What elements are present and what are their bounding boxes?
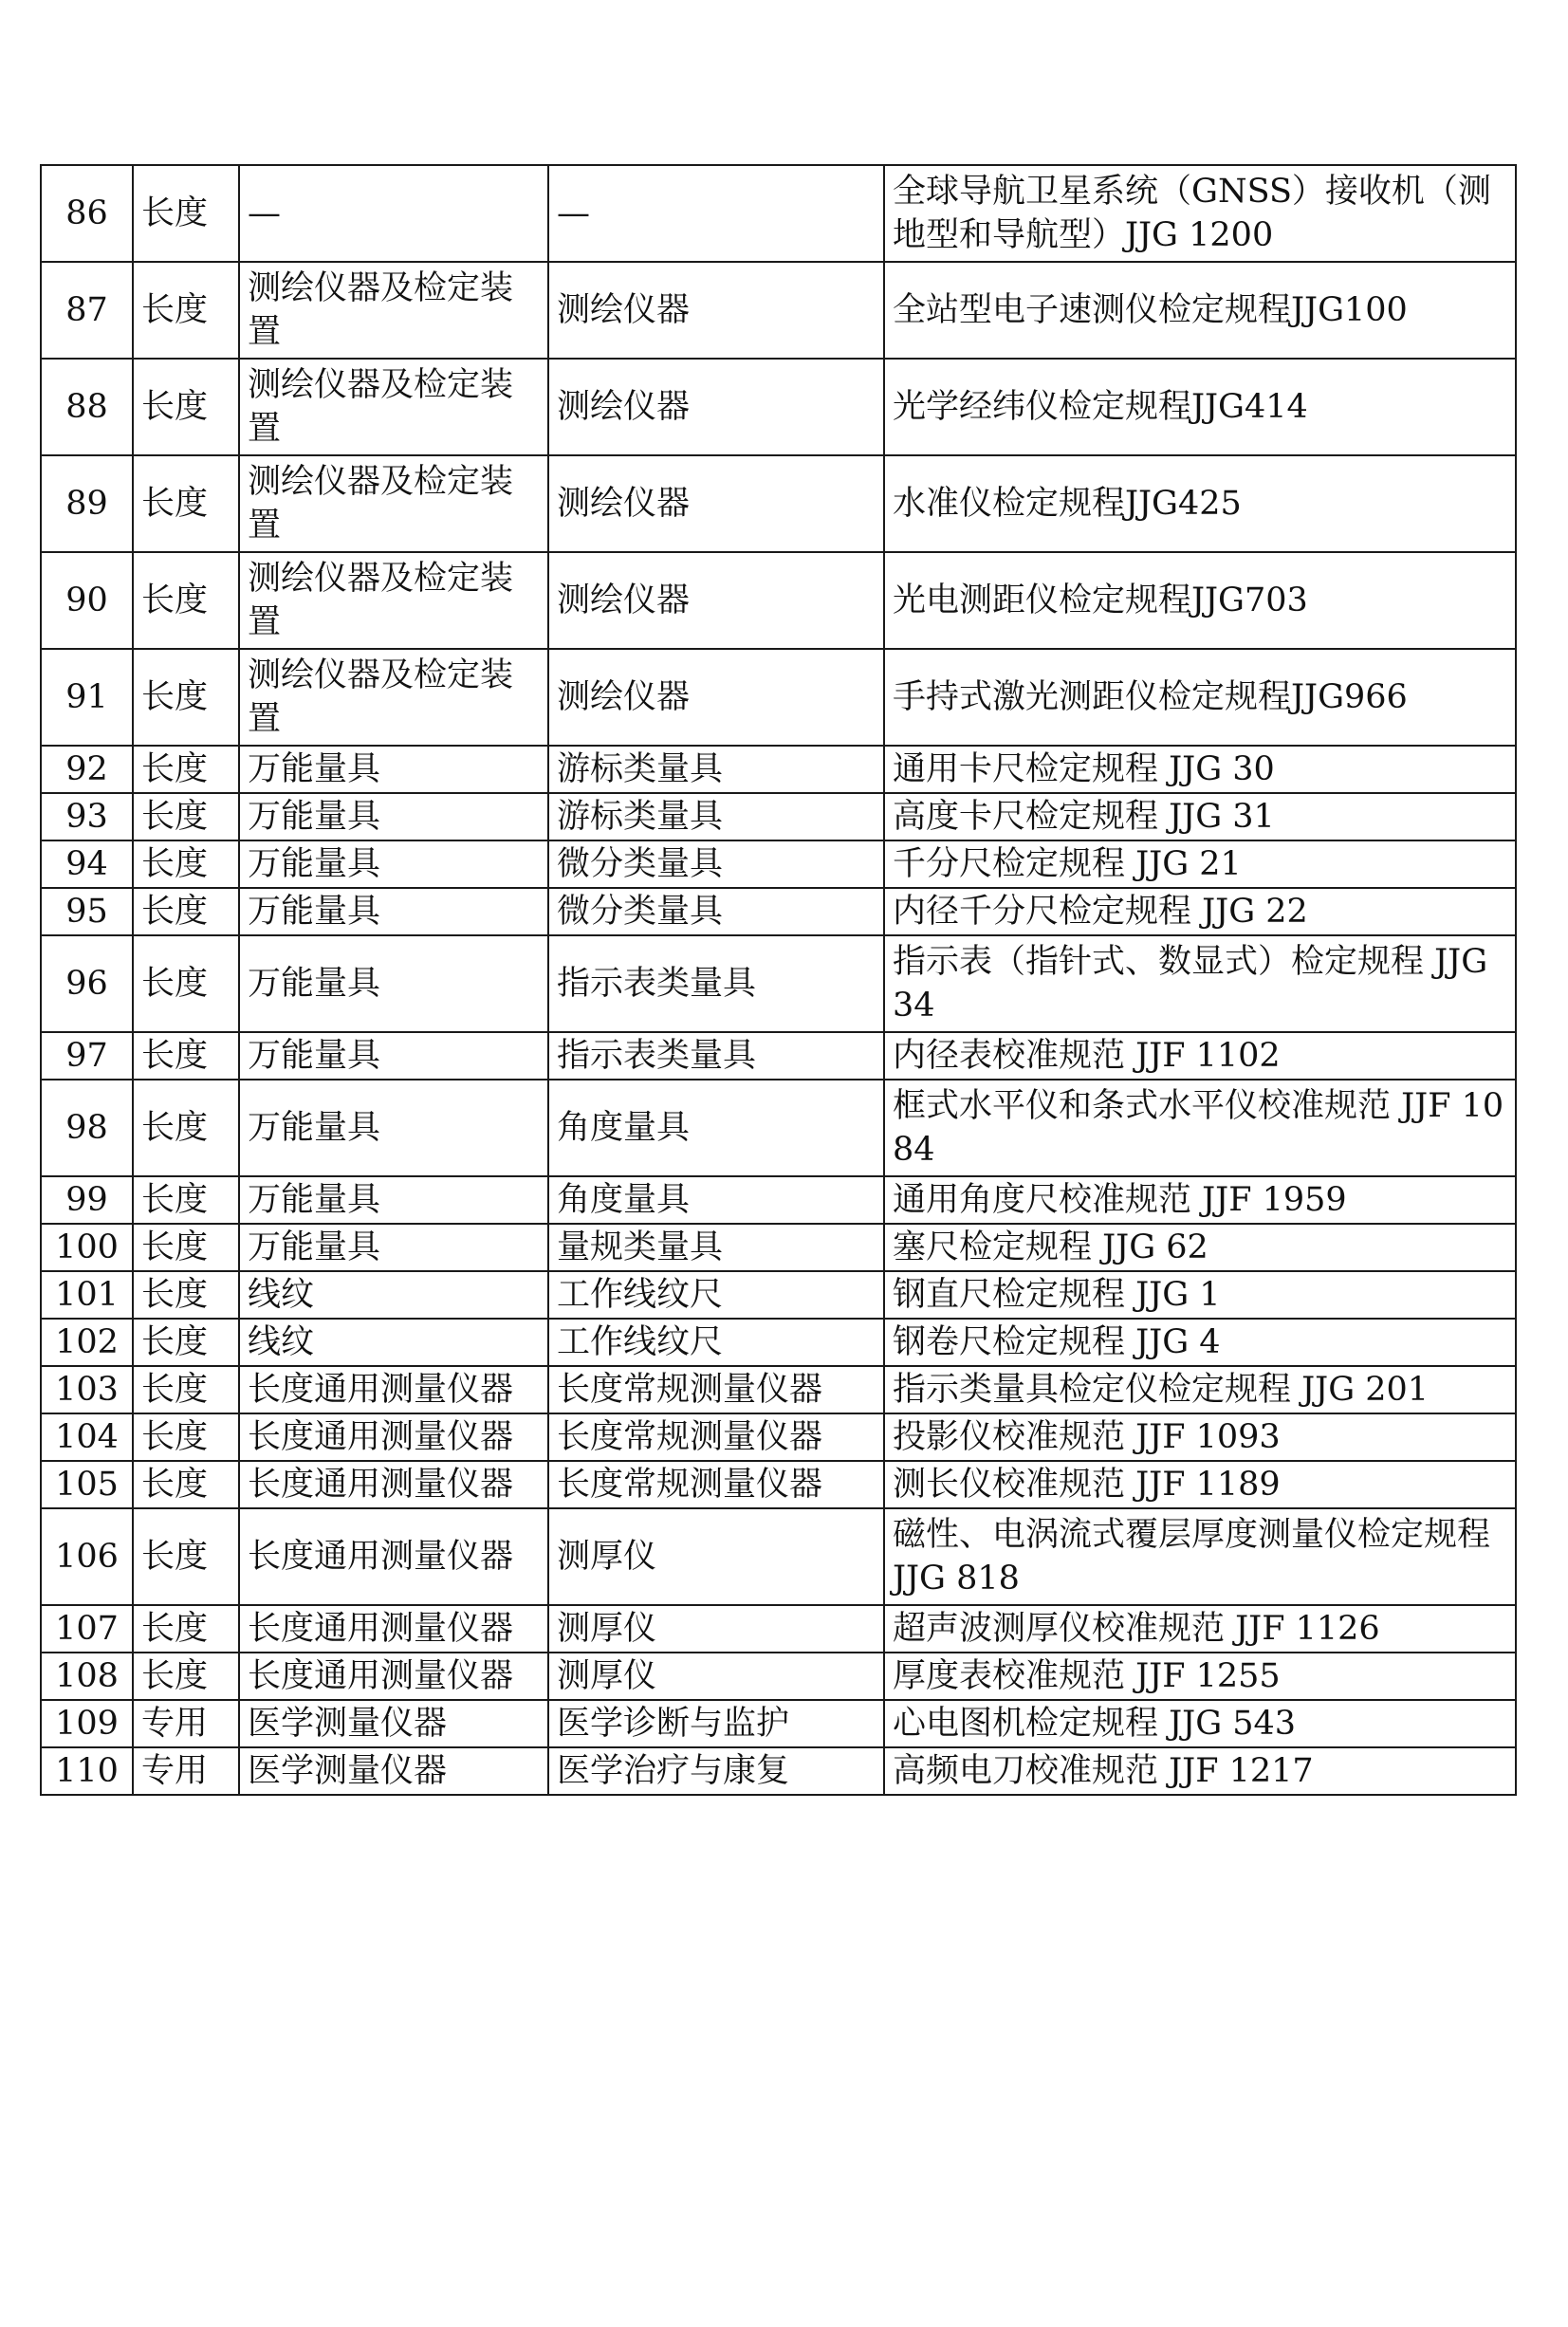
row-standard: 高度卡尺检定规程 JJG 31: [884, 793, 1516, 840]
row-category: 长度通用测量仪器: [239, 1653, 548, 1700]
table-row: [41, 649, 1516, 746]
row-field: 长度: [133, 359, 239, 455]
row-field: 长度: [133, 935, 239, 1032]
row-category: 线纹: [239, 1271, 548, 1319]
row-subcategory: 工作线纹尺: [548, 1271, 884, 1319]
row-category: 长度通用测量仪器: [239, 1413, 548, 1461]
row-field: 长度: [133, 1080, 239, 1176]
row-subcategory: —: [548, 165, 884, 262]
row-field: 长度: [133, 1508, 239, 1605]
table-row: [41, 1653, 1516, 1700]
row-subcategory: 测绘仪器: [548, 262, 884, 359]
row-field: 长度: [133, 1271, 239, 1319]
row-standard: 钢直尺检定规程 JJG 1: [884, 1271, 1516, 1319]
row-number: 93: [41, 793, 133, 840]
table-row: [41, 165, 1516, 262]
table-row: [41, 1176, 1516, 1224]
table-row: [41, 1080, 1516, 1176]
row-standard: 光电测距仪检定规程JJG703: [884, 552, 1516, 649]
row-category: 测绘仪器及检定装置: [239, 359, 548, 455]
row-subcategory: 医学治疗与康复: [548, 1747, 884, 1795]
row-category: 万能量具: [239, 840, 548, 888]
row-number: 92: [41, 746, 133, 793]
table-row: [41, 359, 1516, 455]
row-subcategory: 游标类量具: [548, 746, 884, 793]
table-row: [41, 935, 1516, 1032]
table-row: [41, 1461, 1516, 1508]
row-number: 101: [41, 1271, 133, 1319]
row-number: 102: [41, 1319, 133, 1366]
row-category: 测绘仪器及检定装置: [239, 262, 548, 359]
row-standard: 框式水平仪和条式水平仪校准规范 JJF 1084: [884, 1080, 1516, 1176]
row-standard: 高频电刀校准规范 JJF 1217: [884, 1747, 1516, 1795]
row-standard: 光学经纬仪检定规程JJG414: [884, 359, 1516, 455]
row-field: 长度: [133, 1413, 239, 1461]
row-subcategory: 微分类量具: [548, 888, 884, 935]
table-row: [41, 552, 1516, 649]
row-standard: 内径表校准规范 JJF 1102: [884, 1032, 1516, 1080]
row-field: 长度: [133, 1461, 239, 1508]
table-row: [41, 793, 1516, 840]
row-number: 103: [41, 1366, 133, 1413]
table-row: [41, 1605, 1516, 1653]
row-standard: 指示表（指针式、数显式）检定规程 JJG 34: [884, 935, 1516, 1032]
row-number: 91: [41, 649, 133, 746]
row-subcategory: 测厚仪: [548, 1605, 884, 1653]
row-field: 长度: [133, 1319, 239, 1366]
row-subcategory: 指示表类量具: [548, 935, 884, 1032]
row-subcategory: 测厚仪: [548, 1653, 884, 1700]
row-field: 专用: [133, 1700, 239, 1747]
row-number: 86: [41, 165, 133, 262]
row-field: 长度: [133, 552, 239, 649]
row-field: 长度: [133, 746, 239, 793]
row-standard: 超声波测厚仪校准规范 JJF 1126: [884, 1605, 1516, 1653]
table-row: [41, 1319, 1516, 1366]
row-subcategory: 测绘仪器: [548, 359, 884, 455]
table-row: [41, 840, 1516, 888]
table-row: [41, 1508, 1516, 1605]
row-field: 长度: [133, 1032, 239, 1080]
row-standard: 内径千分尺检定规程 JJG 22: [884, 888, 1516, 935]
row-number: 87: [41, 262, 133, 359]
row-subcategory: 角度量具: [548, 1176, 884, 1224]
row-standard: 通用角度尺校准规范 JJF 1959: [884, 1176, 1516, 1224]
row-number: 89: [41, 455, 133, 552]
row-field: 专用: [133, 1747, 239, 1795]
row-category: 万能量具: [239, 793, 548, 840]
row-category: 万能量具: [239, 935, 548, 1032]
row-standard: 千分尺检定规程 JJG 21: [884, 840, 1516, 888]
row-subcategory: 长度常规测量仪器: [548, 1366, 884, 1413]
row-number: 94: [41, 840, 133, 888]
row-standard: 指示类量具检定仪检定规程 JJG 201: [884, 1366, 1516, 1413]
row-number: 96: [41, 935, 133, 1032]
row-category: 万能量具: [239, 1176, 548, 1224]
row-subcategory: 游标类量具: [548, 793, 884, 840]
row-subcategory: 测厚仪: [548, 1508, 884, 1605]
row-standard: 钢卷尺检定规程 JJG 4: [884, 1319, 1516, 1366]
row-standard: 厚度表校准规范 JJF 1255: [884, 1653, 1516, 1700]
row-category: 长度通用测量仪器: [239, 1366, 548, 1413]
row-field: 长度: [133, 1224, 239, 1271]
row-subcategory: 测绘仪器: [548, 552, 884, 649]
row-field: 长度: [133, 1176, 239, 1224]
row-field: 长度: [133, 649, 239, 746]
row-category: 医学测量仪器: [239, 1747, 548, 1795]
row-number: 98: [41, 1080, 133, 1176]
row-subcategory: 指示表类量具: [548, 1032, 884, 1080]
row-number: 105: [41, 1461, 133, 1508]
row-category: 测绘仪器及检定装置: [239, 455, 548, 552]
row-subcategory: 长度常规测量仪器: [548, 1413, 884, 1461]
row-number: 95: [41, 888, 133, 935]
row-number: 108: [41, 1653, 133, 1700]
table-row: [41, 1413, 1516, 1461]
row-standard: 手持式激光测距仪检定规程JJG966: [884, 649, 1516, 746]
row-standard: 心电图机检定规程 JJG 543: [884, 1700, 1516, 1747]
row-field: 长度: [133, 455, 239, 552]
row-standard: 水准仪检定规程JJG425: [884, 455, 1516, 552]
row-subcategory: 测绘仪器: [548, 649, 884, 746]
row-category: 万能量具: [239, 1080, 548, 1176]
row-field: 长度: [133, 262, 239, 359]
row-number: 99: [41, 1176, 133, 1224]
row-category: 医学测量仪器: [239, 1700, 548, 1747]
table-row: [41, 262, 1516, 359]
row-subcategory: 医学诊断与监护: [548, 1700, 884, 1747]
row-subcategory: 角度量具: [548, 1080, 884, 1176]
table-row: [41, 888, 1516, 935]
row-number: 90: [41, 552, 133, 649]
table-row: [41, 1747, 1516, 1795]
table-body: [41, 165, 1516, 1795]
row-category: 长度通用测量仪器: [239, 1461, 548, 1508]
row-category: 万能量具: [239, 1224, 548, 1271]
row-standard: 全球导航卫星系统（GNSS）接收机（测地型和导航型）JJG 1200: [884, 165, 1516, 262]
row-category: 测绘仪器及检定装置: [239, 649, 548, 746]
row-number: 104: [41, 1413, 133, 1461]
row-subcategory: 测绘仪器: [548, 455, 884, 552]
row-subcategory: 长度常规测量仪器: [548, 1461, 884, 1508]
row-number: 109: [41, 1700, 133, 1747]
row-field: 长度: [133, 840, 239, 888]
standards-table: [40, 164, 1517, 1796]
row-category: 线纹: [239, 1319, 548, 1366]
table-row: [41, 746, 1516, 793]
row-field: 长度: [133, 1366, 239, 1413]
row-subcategory: 微分类量具: [548, 840, 884, 888]
row-field: 长度: [133, 793, 239, 840]
row-number: 88: [41, 359, 133, 455]
row-number: 110: [41, 1747, 133, 1795]
row-standard: 磁性、电涡流式覆层厚度测量仪检定规程 JJG 818: [884, 1508, 1516, 1605]
row-standard: 测长仪校准规范 JJF 1189: [884, 1461, 1516, 1508]
row-subcategory: 量规类量具: [548, 1224, 884, 1271]
row-category: 万能量具: [239, 1032, 548, 1080]
row-field: 长度: [133, 888, 239, 935]
row-category: 长度通用测量仪器: [239, 1605, 548, 1653]
table-row: [41, 1700, 1516, 1747]
row-subcategory: 工作线纹尺: [548, 1319, 884, 1366]
row-number: 107: [41, 1605, 133, 1653]
row-category: 万能量具: [239, 746, 548, 793]
table-row: [41, 1032, 1516, 1080]
row-field: 长度: [133, 1605, 239, 1653]
table-row: [41, 455, 1516, 552]
row-standard: 通用卡尺检定规程 JJG 30: [884, 746, 1516, 793]
row-standard: 全站型电子速测仪检定规程JJG100: [884, 262, 1516, 359]
row-category: —: [239, 165, 548, 262]
row-category: 测绘仪器及检定装置: [239, 552, 548, 649]
row-number: 106: [41, 1508, 133, 1605]
row-field: 长度: [133, 165, 239, 262]
row-number: 100: [41, 1224, 133, 1271]
table-row: [41, 1224, 1516, 1271]
table-row: [41, 1271, 1516, 1319]
row-field: 长度: [133, 1653, 239, 1700]
row-number: 97: [41, 1032, 133, 1080]
row-standard: 投影仪校准规范 JJF 1093: [884, 1413, 1516, 1461]
table-row: [41, 1366, 1516, 1413]
row-standard: 塞尺检定规程 JJG 62: [884, 1224, 1516, 1271]
row-category: 长度通用测量仪器: [239, 1508, 548, 1605]
row-category: 万能量具: [239, 888, 548, 935]
